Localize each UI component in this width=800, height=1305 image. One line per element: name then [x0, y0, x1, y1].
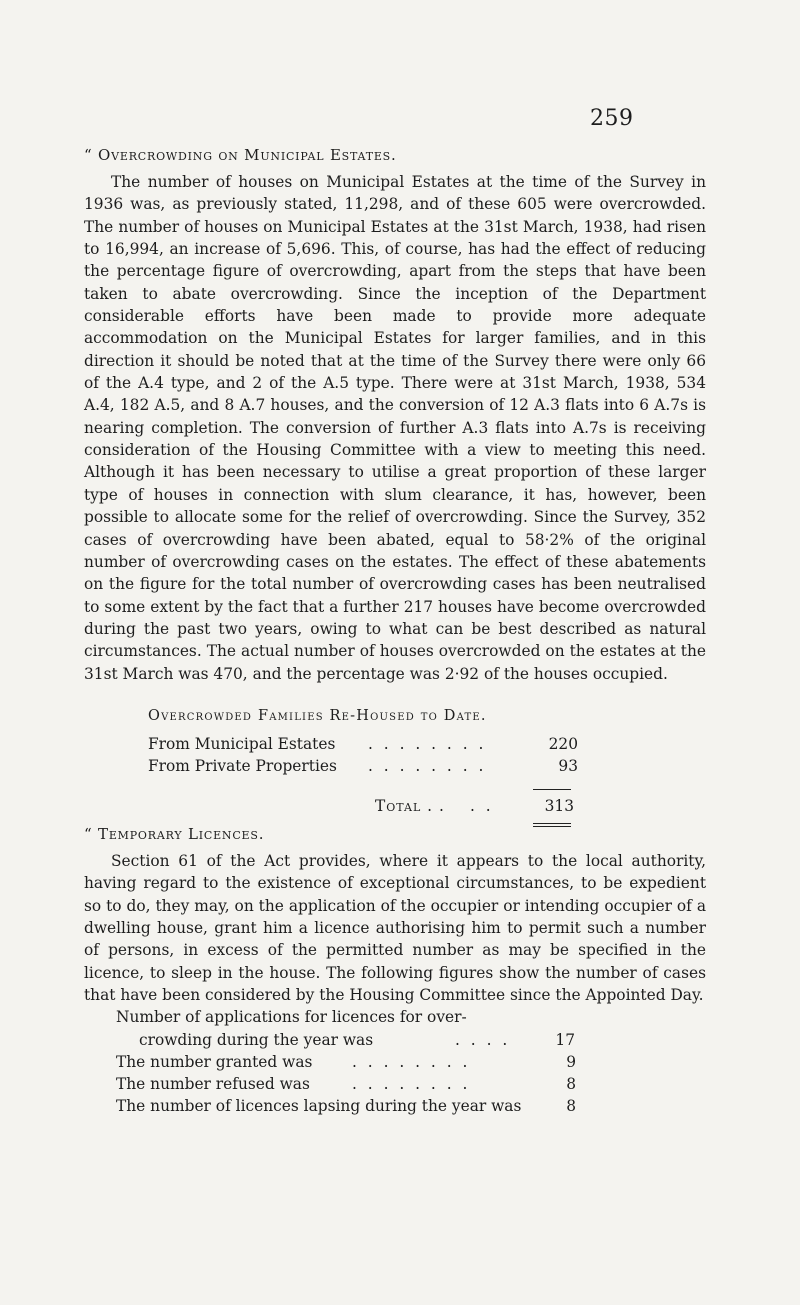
page-number: 259 — [590, 106, 634, 131]
section-heading-overcrowding: “ Overcrowding on Municipal Estates. — [84, 146, 397, 164]
row-value: 220 — [548, 735, 578, 753]
leader-dots: . . . . . . . . — [368, 735, 487, 753]
row-label: From Municipal Estates — [148, 735, 336, 753]
row-label: The number refused was — [116, 1075, 310, 1093]
total-value: 313 — [544, 797, 574, 815]
licences-row-applications — [139, 1031, 579, 1049]
row-value: 93 — [558, 757, 578, 775]
row-value: 9 — [566, 1053, 576, 1071]
leader-dots: . . . . . . . . — [352, 1075, 471, 1093]
rehoused-table-heading: Overcrowded Families Re-Housed to Date. — [148, 708, 487, 724]
total-double-rule-bottom — [533, 826, 571, 827]
paragraph-temporary-licences: Section 61 of the Act provides, where it appears to the local authority, having regard to the existence of exceptional circumstances, to be expedient so to do, they may, on the application of the occupier or intending occupier of a dwelling house, grant him a licence authorising him to permit such a number of persons, in excess of the permitted number as may be specified in the licence, to sleep in the house. The following figures show the number of cases that have been considered by the Housing Committee since the Appointed Day. — [84, 852, 706, 1005]
row-label: The number granted was — [116, 1053, 313, 1071]
leader-dots: . . . . . . . . — [352, 1053, 471, 1071]
section-heading-temporary-licences: “ Temporary Licences. — [84, 825, 265, 843]
rehoused-row-municipal — [148, 735, 578, 753]
leader-dots: . . . . — [455, 1031, 511, 1049]
total-double-rule-top — [533, 823, 571, 824]
row-label: From Private Properties — [148, 757, 337, 775]
row-value: 8 — [566, 1097, 576, 1115]
leader-dots: . . — [470, 797, 494, 815]
row-value: 17 — [555, 1031, 575, 1049]
row-label: The number of licences lapsing during the year was — [116, 1097, 522, 1115]
row-label: crowding during the year was — [139, 1031, 374, 1049]
leader-dots: . . . . . . . . — [368, 757, 487, 775]
licences-row-granted — [116, 1053, 580, 1071]
licences-row-lapsing — [116, 1097, 580, 1115]
licences-row-applications-line1: Number of applications for licences for over- — [116, 1008, 467, 1026]
rehoused-row-private — [148, 757, 578, 775]
paragraph-overcrowding: The number of houses on Municipal Estates at the time of the Survey in 1936 was, as previously stated, 11,298, and of these 605 were overcrowded. The number of houses on Municipal Estates at the 31st March, 1938, had risen to 16,994, an increase of 5,696. This, of course, has had the effect of reducing the percentage figure of overcrowding, apart from the steps that have been taken to abate overcrowding. Since the inception of the Department considerable efforts have been made to provide more adequate accommodation on the Municipal Estates for larger families, and in this direction it should be noted that at the time of the Survey there were only 66 of the A.4 type, and 2 of the A.5 type. There were at 31st March, 1938, 534 A.4, 182 A.5, and 8 A.7 houses, and the conversion of 12 A.3 flats into 6 A.7s is nearing completion. The conversion of further A.3 flats into A.7s is receiving consideration of the Housing Committee with a view to meeting this need. Although it has been necessary to utilise a great proportion of these larger type of houses in connection with slum clearance, it has, however, been possible to allocate some for the relief of overcrowding. Since the Survey, 352 cases of overcrowding have been abated, equal to 58·2% of the original number of overcrowding cases on the estates. The effect of these abatements on the figure for the total number of overcrowding cases has been neutralised to some extent by the fact that a further 217 houses have become overcrowded during the past two years, owing to what can be best described as natural circumstances. The actual number of houses overcrowded on the estates at the 31st March was 470, and the percentage was 2·92 of the houses occupied. — [84, 173, 706, 683]
total-label: Total . . — [375, 797, 445, 815]
subtotal-rule — [533, 789, 571, 790]
row-value: 8 — [566, 1075, 576, 1093]
licences-row-refused — [116, 1075, 580, 1093]
